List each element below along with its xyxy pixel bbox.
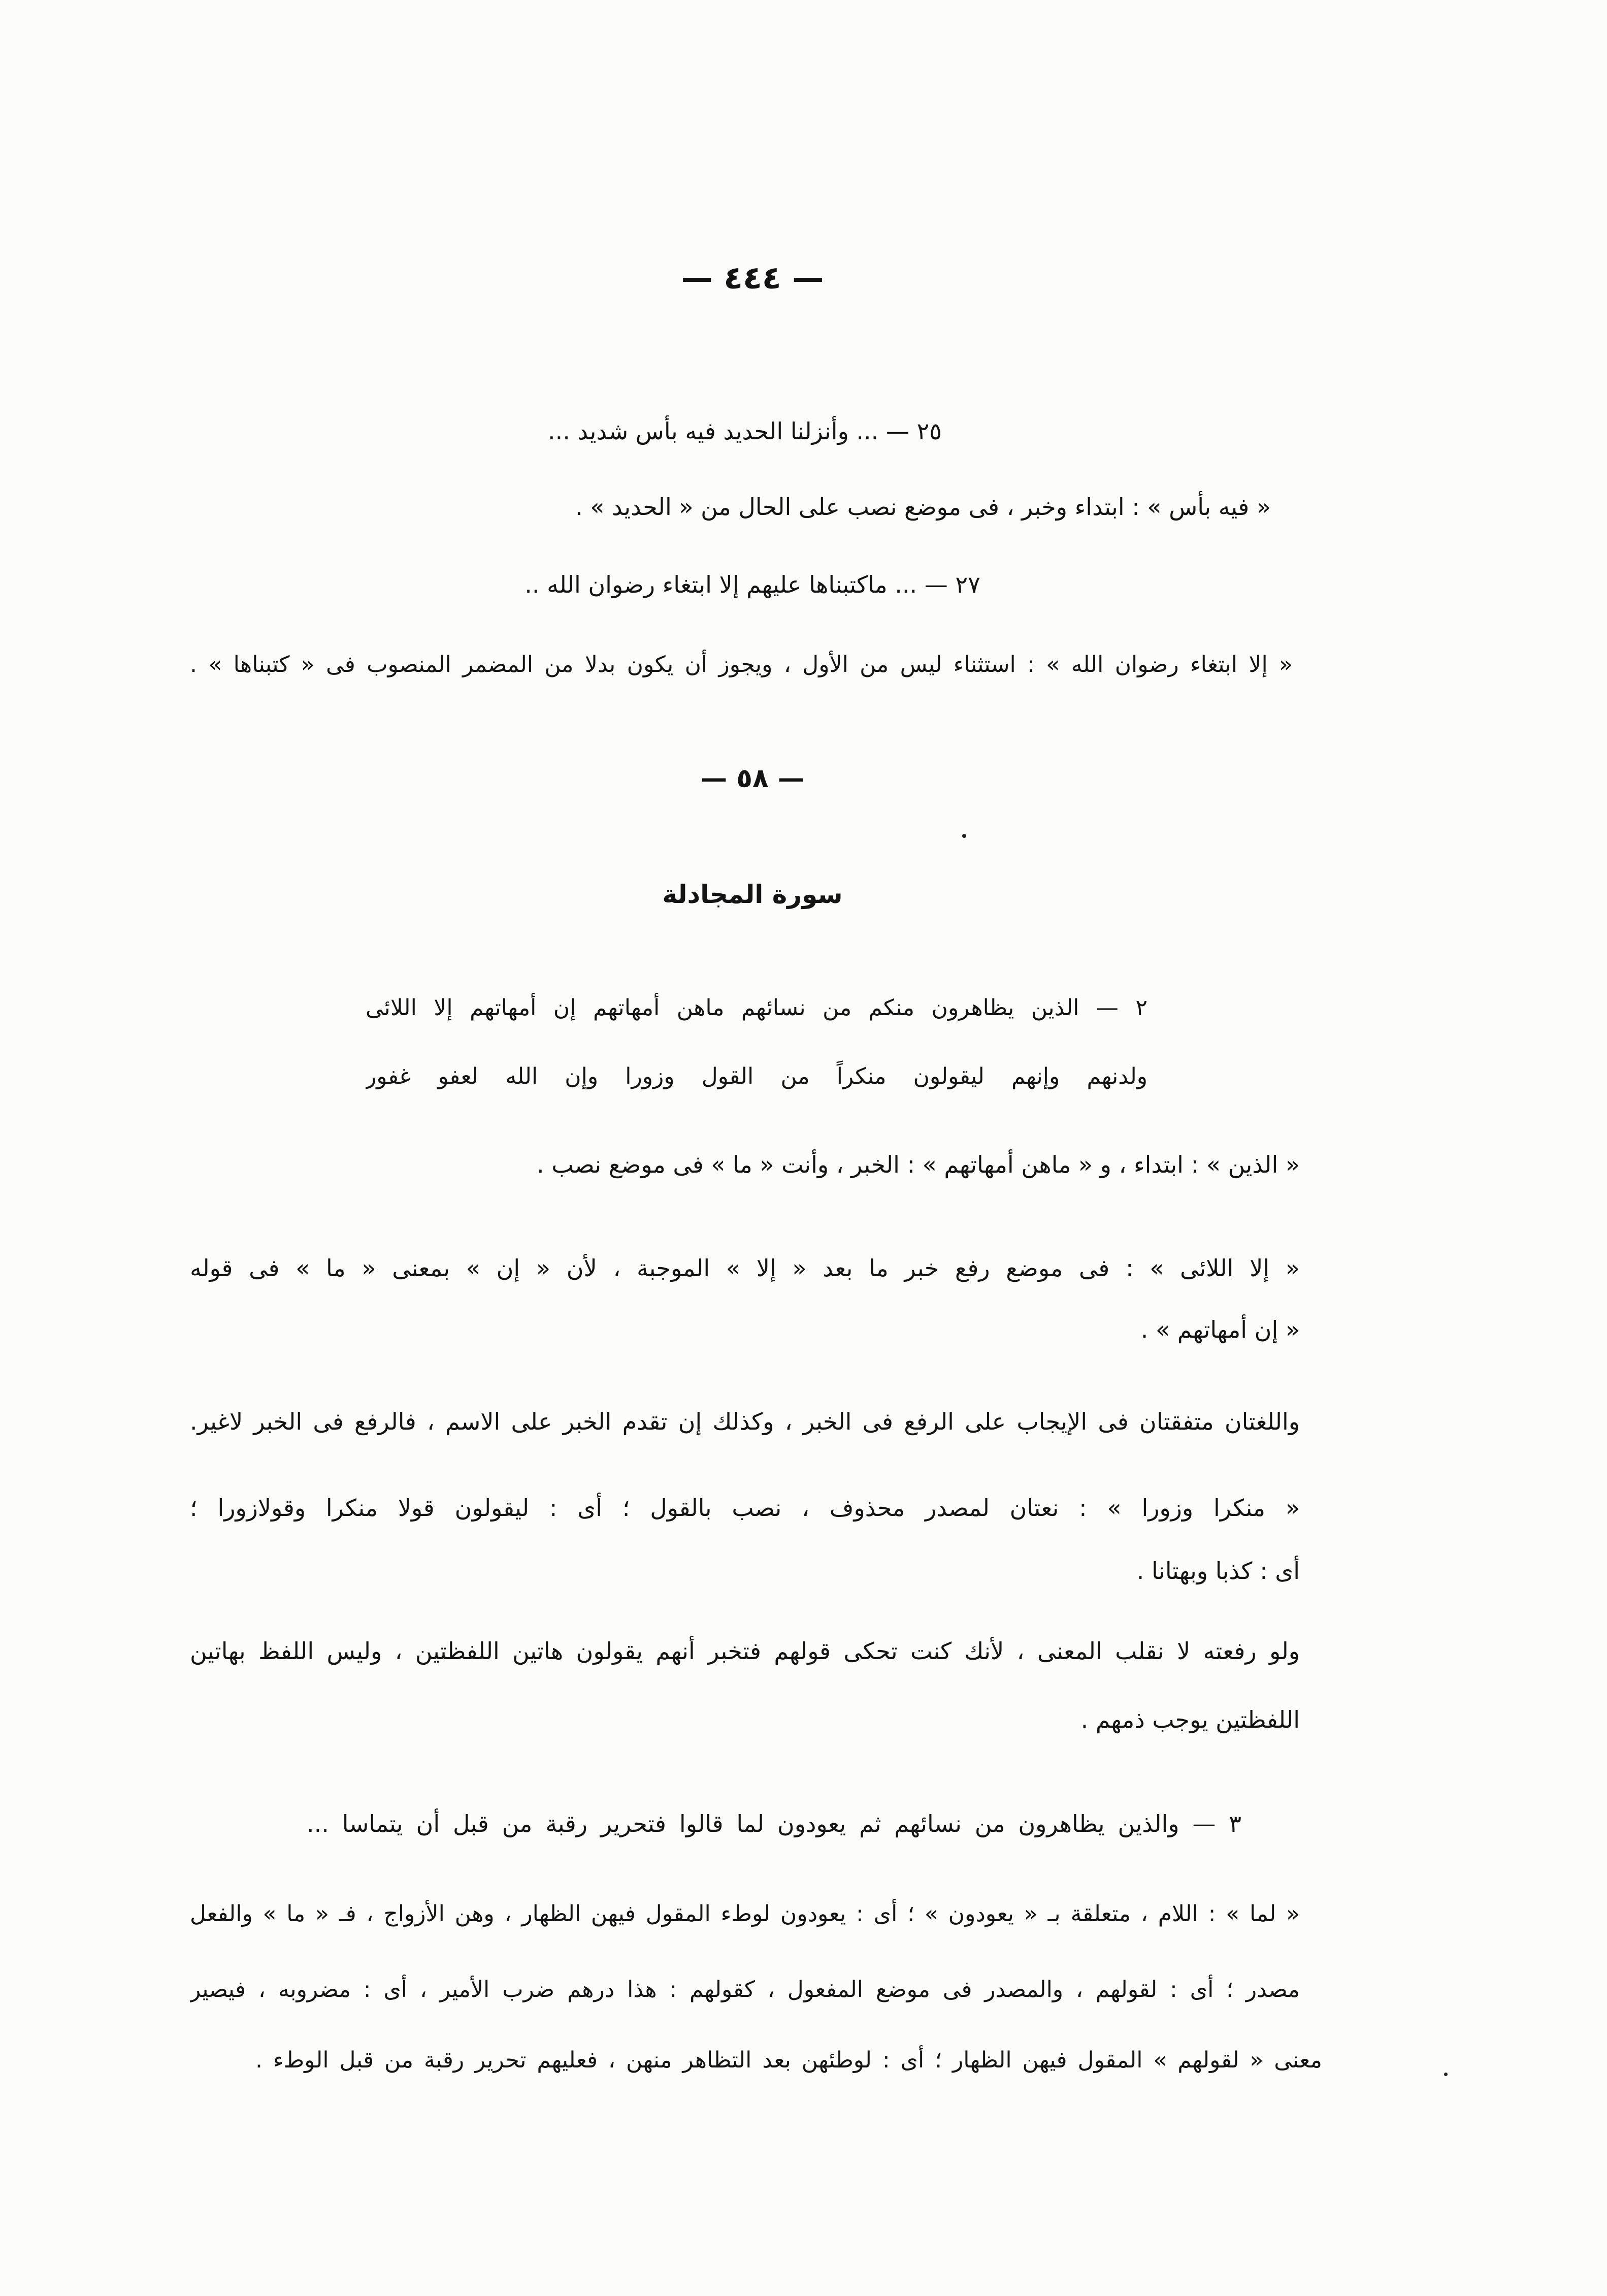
note-2a-line-1: « الذين » : ابتداء ، و « ماهن أمهاتهم » : الخبر ، وأنت « ما » فى موضع نصب . <box>537 1151 1300 1178</box>
note-verse-25: « فيه بأس » : ابتداء وخبر ، فى موضع نصب على الحال من « الحديد » . <box>575 493 1271 521</box>
note-verse-27: « إلا ابتغاء رضوان الله » : استثناء ليس من الأول ، ويجوز أن يكون بدلا من المضمر المنصوب فى « كتبناها » . <box>190 652 1293 677</box>
note-3-line-1: « لما » : اللام ، متعلقة بـ « يعودون » ؛ أى : يعودون لوطء المقول فيهن الظهار ، وهن الأزواج ، فـ « ما » والفعل <box>190 1901 1300 1927</box>
chapter-number: — ٥٨ — <box>701 763 804 794</box>
verse-25: ٢٥ — ... وأنزلنا الحديد فيه بأس شديد ... <box>548 417 942 445</box>
verse-2-line-1: ٢ — الذين يظاهرون منكم من نسائهم ماهن أمهاتهم إن أمهاتهم إلا اللائى <box>366 995 1147 1021</box>
note-3-line-3: معنى « لقولهم » المقول فيهن الظهار ؛ أى : لوطئهن بعد التظاهر منهن ، فعليهم تحرير رقبة من قبل الوطء . <box>255 2047 1322 2073</box>
note-2d-line-2: أى : كذبا وبهتانا . <box>1136 1557 1300 1584</box>
verse-3: ٣ — والذين يظاهرون من نسائهم ثم يعودون لما قالوا فتحرير رقبة من قبل أن يتماسا ... <box>307 1810 1241 1837</box>
verse-2-line-2: ولدنهم وإنهم ليقولون منكراً من القول وزورا وإن الله لعفو غفور <box>366 1063 1147 1089</box>
note-2e-line-2: اللفظتين يوجب ذمهم . <box>1080 1706 1300 1733</box>
note-2d-line-1: « منكرا وزورا » : نعتان لمصدر محذوف ، نصب بالقول ؛ أى : ليقولون قولا منكرا وقولازورا ؛ <box>190 1494 1300 1522</box>
note-2e-line-1: ولو رفعته لا نقلب المعنى ، لأنك كنت تحكى قولهم فتخبر أنهم يقولون هاتين اللفظتين ، وليس اللفظ بهاتين <box>190 1637 1300 1665</box>
note-3-line-2: مصدر ؛ أى : لقولهم ، والمصدر فى موضع المفعول ، كقولهم : هذا درهم ضرب الأمير ، أى : مضروبه ، فيصير <box>190 1977 1300 2002</box>
verse-27: ٢٧ — ... ماكتبناها عليهم إلا ابتغاء رضوان الله .. <box>524 571 980 598</box>
note-2b-line-2: « إن أمهاتهم » . <box>1140 1316 1300 1343</box>
page-number: — ٤٤٤ — <box>681 259 824 296</box>
note-2c-line-1: واللغتان متفقتان فى الإيجاب على الرفع فى الخبر ، وكذلك إن تقدم الخبر على الاسم ، فالرفع فى الخبر لاغير. <box>190 1408 1300 1435</box>
surah-title: سورة المجادلة <box>662 880 843 909</box>
note-2b-line-1: « إلا اللائى » : فى موضع رفع خبر ما بعد « إلا » الموجبة ، لأن « إن » بمعنى « ما » فى قوله <box>190 1254 1300 1282</box>
scan-speck <box>962 834 966 838</box>
scan-speck <box>1444 2073 1448 2076</box>
